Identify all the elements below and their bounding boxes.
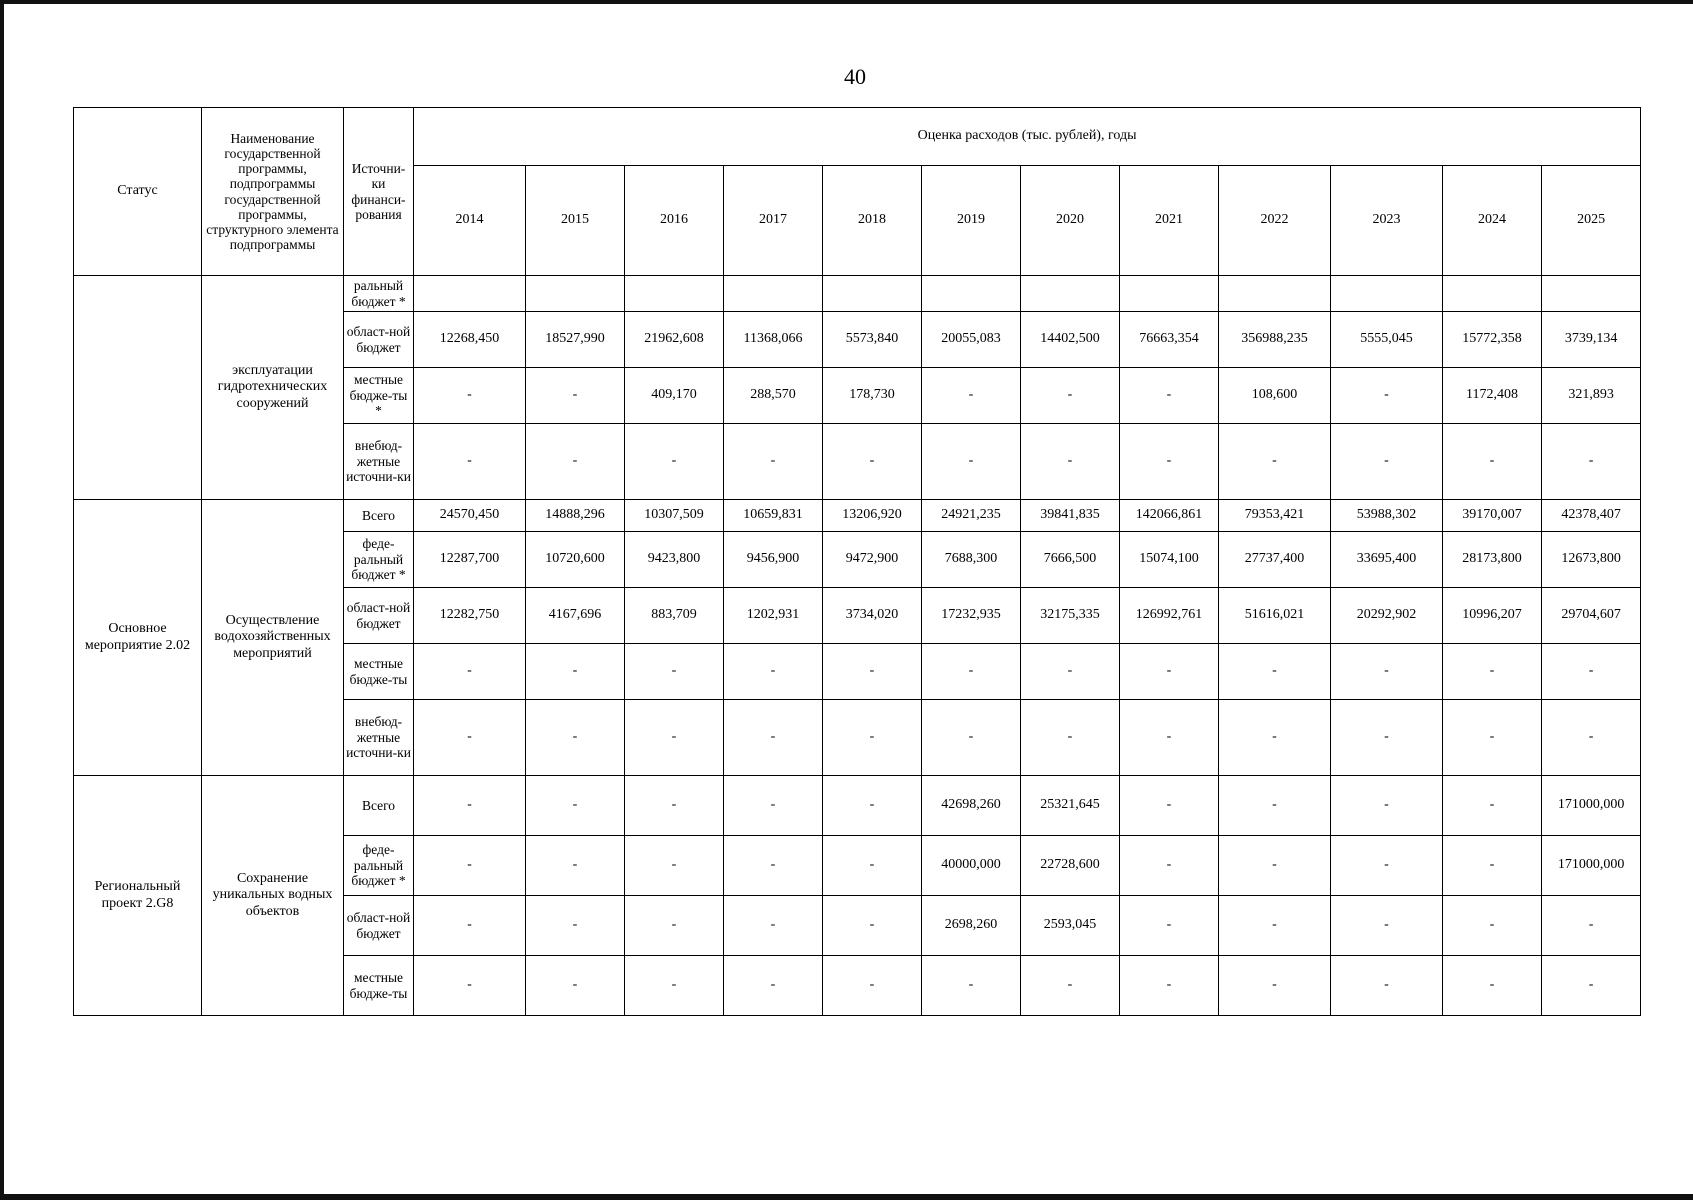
header-year: 2014 (414, 166, 526, 276)
expense-cell: 9423,800 (625, 532, 724, 588)
expense-cell: - (1219, 956, 1331, 1016)
expense-cell: 4167,696 (526, 588, 625, 644)
expense-cell: - (1331, 700, 1443, 776)
expense-cell: 13206,920 (823, 500, 922, 532)
expense-cell: - (724, 644, 823, 700)
expense-cell: - (625, 836, 724, 896)
expense-cell: 10307,509 (625, 500, 724, 532)
expense-cell: - (922, 368, 1021, 424)
expense-cell: - (1443, 956, 1542, 1016)
expense-cell: - (1331, 424, 1443, 500)
expense-cell: - (1542, 424, 1641, 500)
expense-cell: - (414, 424, 526, 500)
expenditure-table (73, 107, 1641, 1016)
expense-cell: 39170,007 (1443, 500, 1542, 532)
expense-cell: - (1219, 776, 1331, 836)
expense-cell: 18527,990 (526, 312, 625, 368)
expense-cell: 5573,840 (823, 312, 922, 368)
expense-cell: 39841,835 (1021, 500, 1120, 532)
expense-cell: - (625, 776, 724, 836)
expense-cell: 288,570 (724, 368, 823, 424)
row-funding-source: местные бюдже-ты * (344, 368, 414, 424)
page-border-left (0, 0, 4, 1200)
expense-cell: 7666,500 (1021, 532, 1120, 588)
expense-cell: 53988,302 (1331, 500, 1443, 532)
header-name: Наименование государственной программы, подпрограммы государственной программы, структурного элемента подпрограммы (202, 108, 344, 276)
header-year: 2025 (1542, 166, 1641, 276)
header-year: 2021 (1120, 166, 1219, 276)
expense-cell: - (1443, 700, 1542, 776)
expense-cell: - (625, 956, 724, 1016)
expense-cell: - (1021, 700, 1120, 776)
expense-cell: 24570,450 (414, 500, 526, 532)
row-program-name: Сохранение уникальных водных объектов (202, 776, 344, 1016)
expense-cell: - (1219, 700, 1331, 776)
table-row (74, 500, 1641, 532)
expense-cell: 883,709 (625, 588, 724, 644)
expense-cell: - (1331, 956, 1443, 1016)
expense-cell: 9456,900 (724, 532, 823, 588)
expense-cell: - (414, 836, 526, 896)
header-estimate: Оценка расходов (тыс. рублей), годы (414, 108, 1641, 166)
expense-cell: - (1542, 896, 1641, 956)
row-status: Основное мероприятие 2.02 (74, 500, 202, 776)
expense-cell: - (526, 700, 625, 776)
expense-cell: 42378,407 (1542, 500, 1641, 532)
expense-cell: - (526, 368, 625, 424)
expense-cell: 12287,700 (414, 532, 526, 588)
expense-cell: 29704,607 (1542, 588, 1641, 644)
expense-cell: 12673,800 (1542, 532, 1641, 588)
expense-cell: 142066,861 (1120, 500, 1219, 532)
expense-cell: 33695,400 (1331, 532, 1443, 588)
expense-cell: - (1443, 776, 1542, 836)
expense-cell: - (1542, 644, 1641, 700)
expense-cell: - (823, 776, 922, 836)
expense-cell: 171000,000 (1542, 776, 1641, 836)
expense-cell: 27737,400 (1219, 532, 1331, 588)
expense-cell: - (625, 700, 724, 776)
row-funding-source: Всего (344, 500, 414, 532)
row-funding-source: феде-ральный бюджет * (344, 836, 414, 896)
expense-cell (526, 276, 625, 312)
expense-cell: - (724, 836, 823, 896)
expense-cell: - (922, 700, 1021, 776)
row-status: Региональный проект 2.G8 (74, 776, 202, 1016)
expense-cell: - (414, 896, 526, 956)
expense-cell: - (526, 776, 625, 836)
expense-cell (1120, 276, 1219, 312)
row-funding-source: местные бюдже-ты (344, 644, 414, 700)
row-funding-source: внебюд-жетные источни-ки (344, 424, 414, 500)
expense-cell: - (1021, 644, 1120, 700)
row-funding-source: местные бюдже-ты (344, 956, 414, 1016)
expense-cell: 21962,608 (625, 312, 724, 368)
row-program-name: эксплуатации гидротехнических сооружений (202, 276, 344, 500)
expense-cell: 15074,100 (1120, 532, 1219, 588)
expense-cell: 20055,083 (922, 312, 1021, 368)
expense-cell: 7688,300 (922, 532, 1021, 588)
expense-cell: 126992,761 (1120, 588, 1219, 644)
table-header (74, 108, 1641, 276)
expense-cell: - (1219, 644, 1331, 700)
expense-cell: - (1120, 424, 1219, 500)
expense-cell (1443, 276, 1542, 312)
row-program-name: Осуществление водохозяйственных мероприятий (202, 500, 344, 776)
expense-cell: 1172,408 (1443, 368, 1542, 424)
row-funding-source: ральный бюджет * (344, 276, 414, 312)
row-funding-source: Всего (344, 776, 414, 836)
expense-cell: 321,893 (1542, 368, 1641, 424)
expense-cell: - (1120, 644, 1219, 700)
expense-cell (625, 276, 724, 312)
expense-cell: 28173,800 (1443, 532, 1542, 588)
expense-cell: - (1331, 896, 1443, 956)
expense-cell: - (414, 644, 526, 700)
expense-cell: - (526, 424, 625, 500)
expense-cell: 42698,260 (922, 776, 1021, 836)
row-funding-source: феде-ральный бюджет * (344, 532, 414, 588)
table-body (74, 276, 1641, 1016)
expense-cell: - (1331, 644, 1443, 700)
expense-cell: - (625, 644, 724, 700)
expense-cell: - (1120, 896, 1219, 956)
expense-cell: - (1331, 368, 1443, 424)
expense-cell: 2698,260 (922, 896, 1021, 956)
expense-cell: - (724, 956, 823, 1016)
expense-cell: - (1443, 424, 1542, 500)
header-year: 2015 (526, 166, 625, 276)
expense-cell: - (823, 836, 922, 896)
expense-cell: - (1443, 896, 1542, 956)
expense-cell: - (724, 776, 823, 836)
expense-cell: - (823, 956, 922, 1016)
expense-cell: - (1542, 700, 1641, 776)
header-year: 2019 (922, 166, 1021, 276)
header-year: 2022 (1219, 166, 1331, 276)
expense-cell: - (922, 644, 1021, 700)
expense-cell: - (823, 644, 922, 700)
row-funding-source: внебюд-жетные источни-ки (344, 700, 414, 776)
expense-cell: - (1542, 956, 1641, 1016)
expense-cell (1542, 276, 1641, 312)
expense-cell: 32175,335 (1021, 588, 1120, 644)
expense-cell: 22728,600 (1021, 836, 1120, 896)
expense-cell: - (724, 896, 823, 956)
expense-cell: - (414, 776, 526, 836)
expense-cell: - (1331, 836, 1443, 896)
expense-cell (724, 276, 823, 312)
expense-cell (823, 276, 922, 312)
page-number: 40 (844, 64, 866, 89)
table-row (74, 776, 1641, 836)
expense-cell: 15772,358 (1443, 312, 1542, 368)
expense-cell: 14402,500 (1021, 312, 1120, 368)
expense-cell: 2593,045 (1021, 896, 1120, 956)
expense-cell: 20292,902 (1331, 588, 1443, 644)
header-year: 2018 (823, 166, 922, 276)
page-border-bottom (0, 1194, 1693, 1200)
expense-cell: 356988,235 (1219, 312, 1331, 368)
expense-cell: - (526, 896, 625, 956)
expense-cell: 10659,831 (724, 500, 823, 532)
expense-cell: - (1219, 836, 1331, 896)
expense-cell: - (526, 644, 625, 700)
header-year: 2020 (1021, 166, 1120, 276)
expense-cell (1219, 276, 1331, 312)
expense-cell: - (724, 424, 823, 500)
expense-cell: - (1021, 424, 1120, 500)
expense-cell: 12268,450 (414, 312, 526, 368)
header-sources: Источни-ки финанси-рования (344, 108, 414, 276)
header-year: 2017 (724, 166, 823, 276)
row-status (74, 276, 202, 500)
row-funding-source: област-ной бюджет (344, 896, 414, 956)
expense-cell (414, 276, 526, 312)
expense-cell: 3739,134 (1542, 312, 1641, 368)
expense-cell (1331, 276, 1443, 312)
expense-cell: - (1219, 896, 1331, 956)
page-border-top (0, 0, 1693, 4)
expense-cell: - (1120, 368, 1219, 424)
row-funding-source: област-ной бюджет (344, 588, 414, 644)
expense-cell: - (1120, 956, 1219, 1016)
expense-cell (1021, 276, 1120, 312)
expense-cell: - (1331, 776, 1443, 836)
header-year: 2023 (1331, 166, 1443, 276)
expense-cell: - (922, 956, 1021, 1016)
expense-cell: 171000,000 (1542, 836, 1641, 896)
expense-cell: 9472,900 (823, 532, 922, 588)
table-row (74, 276, 1641, 312)
expense-cell: - (1120, 700, 1219, 776)
expense-cell: - (414, 700, 526, 776)
row-funding-source: област-ной бюджет (344, 312, 414, 368)
expense-cell: - (625, 896, 724, 956)
expense-cell: - (414, 368, 526, 424)
expense-cell: 17232,935 (922, 588, 1021, 644)
expense-cell: - (414, 956, 526, 1016)
expense-cell: - (1443, 644, 1542, 700)
expense-cell: - (823, 896, 922, 956)
expense-cell: - (1021, 956, 1120, 1016)
expense-cell: 3734,020 (823, 588, 922, 644)
expense-cell: - (1120, 836, 1219, 896)
expense-cell: 14888,296 (526, 500, 625, 532)
expense-cell: 12282,750 (414, 588, 526, 644)
expense-cell: - (1219, 424, 1331, 500)
expense-cell: - (823, 700, 922, 776)
expense-cell: 24921,235 (922, 500, 1021, 532)
expense-cell: 25321,645 (1021, 776, 1120, 836)
expense-cell: 11368,066 (724, 312, 823, 368)
expense-cell: 10720,600 (526, 532, 625, 588)
expense-cell: 51616,021 (1219, 588, 1331, 644)
expense-cell: - (526, 836, 625, 896)
expense-cell: - (625, 424, 724, 500)
expense-cell: - (1443, 836, 1542, 896)
header-year: 2016 (625, 166, 724, 276)
expense-cell: 108,600 (1219, 368, 1331, 424)
expense-cell: 10996,207 (1443, 588, 1542, 644)
expense-cell: - (724, 700, 823, 776)
expense-cell: - (922, 424, 1021, 500)
expense-cell: 79353,421 (1219, 500, 1331, 532)
expense-cell: 76663,354 (1120, 312, 1219, 368)
expense-cell: 5555,045 (1331, 312, 1443, 368)
header-status: Статус (74, 108, 202, 276)
expense-cell: 178,730 (823, 368, 922, 424)
expense-cell: 1202,931 (724, 588, 823, 644)
expense-cell: - (1120, 776, 1219, 836)
expense-cell (922, 276, 1021, 312)
expense-cell: 409,170 (625, 368, 724, 424)
expense-cell: - (1021, 368, 1120, 424)
expense-cell: - (823, 424, 922, 500)
expense-cell: - (526, 956, 625, 1016)
header-year: 2024 (1443, 166, 1542, 276)
expense-cell: 40000,000 (922, 836, 1021, 896)
